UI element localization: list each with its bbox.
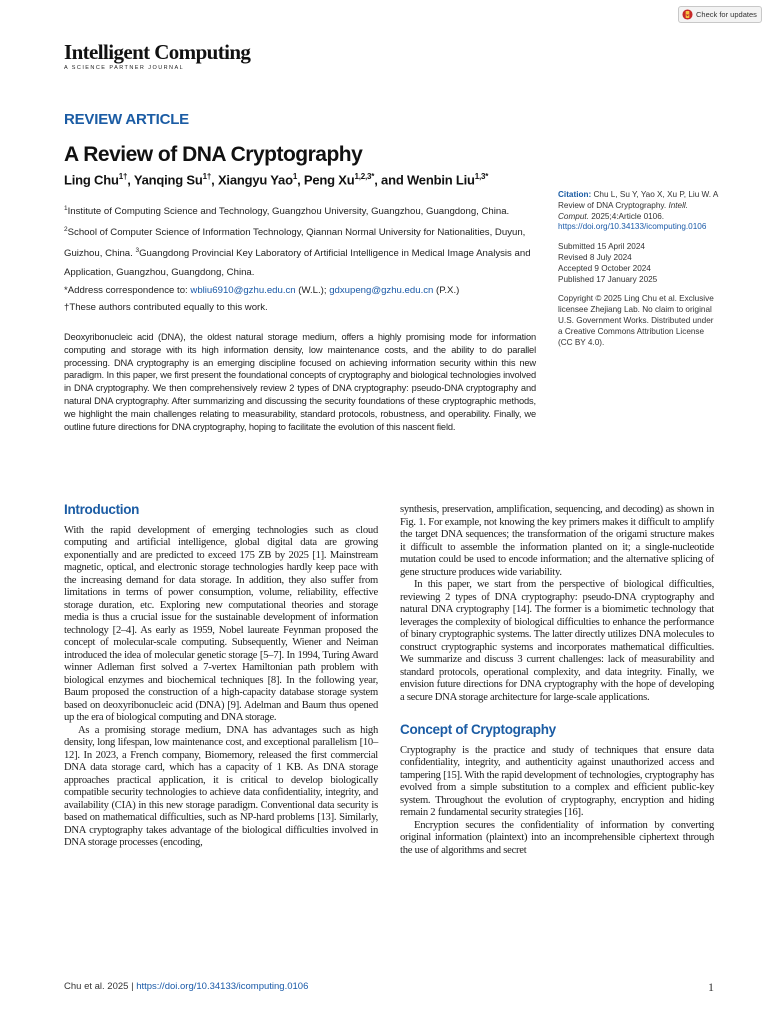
- paragraph: synthesis, preservation, amplification, sequencing, and decoding) as shown in Fig. 1. For example, not knowing the key primers makes it difficult to amplify the target DNA sequences; the transformation of the origami structure makes it difficult to assemble the information planted on it; a single-nucleotide mutation could be used to encode information; and the alternative splicing of gene structure produces wide variability.: [400, 504, 714, 578]
- author-list: [64, 172, 488, 187]
- check-for-updates-label: Check for updates: [696, 10, 757, 19]
- author-name: Peng Xu: [303, 172, 355, 188]
- affiliation-3-sup: 3: [135, 247, 140, 255]
- date-published: Published 17 January 2025: [558, 274, 658, 284]
- author-name: Wenbin Liu: [406, 172, 475, 188]
- journal-name: Intelligent Computing: [64, 40, 251, 64]
- author-separator: ,: [127, 172, 134, 188]
- author-separator: , and: [374, 172, 407, 188]
- correspondence: [64, 282, 544, 316]
- affiliation-2-sup: 2: [64, 226, 68, 234]
- article-type: REVIEW ARTICLE: [64, 111, 189, 128]
- article-info-sidebar: [558, 190, 718, 357]
- journal-logo: [64, 42, 250, 71]
- journal-tagline: A SCIENCE PARTNER JOURNAL: [64, 65, 185, 71]
- author-separator: ,: [297, 172, 304, 188]
- affiliations: [64, 200, 544, 282]
- author-name: Ling Chu: [64, 172, 119, 188]
- paragraph: Cryptography is the practice and study of techniques that ensure data confidentiality, integrity, and authenticity against unauthorized access and tampering [15]. With the rapid development of technologies, cryptography has evolved from a simple substitution to a complex and efficient public-key system. Throughout the evolution of cryptography, encryption and hiding remain 2 fundamental security strategies [16].: [400, 744, 714, 818]
- copyright-block: [558, 294, 718, 348]
- citation-block: [558, 190, 718, 233]
- section-heading-concept-of-cryptography: Concept of Cryptography: [400, 722, 556, 737]
- citation-doi-link[interactable]: https://doi.org/10.34133/icomputing.0106: [558, 222, 707, 232]
- author-affiliation-sup: 1†: [202, 172, 212, 181]
- correspondence-wl: (W.L.);: [295, 285, 330, 296]
- body-column-left: [64, 504, 378, 850]
- author-separator: ,: [211, 172, 218, 188]
- citation-volume: 2025;4:Article 0106.: [591, 211, 665, 221]
- affiliation-1: Institute of Computing Science and Technology, Guangzhou University, Guangzhou, Guangdong, China.: [67, 206, 510, 218]
- author-name: Yanqing Su: [133, 172, 203, 188]
- affiliation-2: School of Computer Science of Information Technology, Qiannan Normal University for Nationalities, Duyun, Guizhou, China.: [64, 227, 526, 260]
- copyright-text: Copyright © 2025 Ling Chu et al. Exclusive licensee Zhejiang Lab. No claim to original U.S. Government Works. Distributed under a Creative Commons Attribution License (CC BY 4.0).: [558, 294, 714, 347]
- page-footer: [64, 981, 714, 992]
- equal-contribution-note: †These authors contributed equally to this work.: [64, 302, 268, 313]
- date-accepted: Accepted 9 October 2024: [558, 263, 651, 273]
- paragraph: Encryption secures the confidentiality of information by converting original information (plaintext) into an incomprehensible ciphertext through the use of algorithms and secret: [400, 819, 714, 856]
- section-heading-introduction: Introduction: [64, 502, 140, 517]
- author-affiliation-sup: 1,3*: [474, 172, 489, 181]
- article-title: A Review of DNA Cryptography: [64, 143, 363, 166]
- paragraph: As a promising storage medium, DNA has advantages such as high density, long lifespan, low maintenance cost, and exceptional parallelism [10–12]. In 2023, a French company, Biomemory, released the first commercial DNA data storage card, which has a capacity of 1 KB. As DNA storage approaches practical application, it is critical to develop biologically compatible security technologies to achieve data confidentiality, integrity, and availability (CIA) in this new storage paradigm. Conventional data security is based on mathematical difficulties, such as NP-hard problems [13]. Similarly, DNA cryptography takes advantage of the biological difficulties involved in DNA storage processes (encoding,: [64, 724, 378, 848]
- author-affiliation-sup: 1: [292, 172, 298, 181]
- date-revised: Revised 8 July 2024: [558, 252, 632, 262]
- footer-citation: Chu et al. 2025 |: [64, 981, 137, 992]
- affiliation-3: Guangdong Provincial Key Laboratory of Artificial Intelligence in Medical Image Analysis and Application, Guangzhou, Guangdong, China.: [64, 248, 531, 278]
- paragraph: With the rapid development of emerging technologies such as cloud computing and artificial intelligence, global digital data are growing exponentially and are predicted to exceed 175 ZB by 2025 [1]. Mainstream magnetic, optical, and electronic storage technologies hardly keep pace with the increasing demand for data storage. In addition, they also suffer from limitations in terms of power consumption, volume, reliability, effective storage duration, etc. Exploring new computational theories and storage media is thus a crucial issue for the sustainable development of information technology [2–4]. As early as 1959, Nobel laureate Feynman proposed the concept of molecular-scale computing. Subsequently, Wiener and Neiman introduced the idea of molecular genetic storage [5–7]. In 1994, Turing Award winner Adleman first solved a 7-vertex Hamiltonian path problem with biological enzymes and biochemical techniques [8]. In the following year, Baum proposed the construction of a high-capacity database storage system based on deoxyribonucleic acid (DNA) [9]. Adelman and Baum thus opened up the era of biological computing and DNA storage.: [64, 524, 378, 723]
- page-number: 1: [708, 980, 714, 994]
- author-affiliation-sup: 1†: [118, 172, 128, 181]
- email-link-px[interactable]: gdxupeng@gzhu.edu.cn: [329, 285, 434, 296]
- footer-doi-link[interactable]: https://doi.org/10.34133/icomputing.0106: [136, 981, 309, 992]
- affiliation-1-2: [64, 200, 544, 221]
- email-link-wl[interactable]: wbliu6910@gzhu.edu.cn: [190, 285, 296, 296]
- author-affiliation-sup: 1,2,3*: [354, 172, 375, 181]
- body-column-right: [400, 504, 714, 857]
- citation-label: Citation:: [558, 190, 592, 199]
- correspondence-line: [64, 282, 544, 299]
- citation-journal: Intell. Comput.: [558, 200, 689, 221]
- date-submitted: Submitted 15 April 2024: [558, 242, 645, 252]
- correspondence-px: (P.X.): [433, 285, 460, 296]
- check-for-updates-button[interactable]: [678, 6, 762, 23]
- citation-text: Chu L, Su Y, Yao X, Xu P, Liu W. A Review of DNA Cryptography.: [558, 190, 718, 210]
- affiliation-2-3: [64, 221, 544, 281]
- dates-block: [558, 242, 718, 285]
- paragraph: In this paper, we start from the perspective of biological difficulties, reviewing 2 types of DNA cryptography: pseudo-DNA cryptography and natural DNA cryptography [14]. The former is a biomimetic technology that leverages the complexity of biological difficulties to enhance the performance of binary cryptographic systems. The latter directly utilizes DNA molecules to construct cryptographic systems and incorporates mathematical difficulties. We summarize and discuss 3 current challenges: lack of measurability and standard protocols, operational complexity, and data integrity. Finally, we envision future directions for DNA cryptography with the hope of developing a secure DNA storage architecture for large-scale applications.: [400, 579, 714, 703]
- author-name: Xiangyu Yao: [217, 172, 293, 188]
- crossmark-icon: [682, 9, 693, 20]
- affiliation-1-sup: 1: [64, 205, 68, 212]
- abstract: Deoxyribonucleic acid (DNA), the oldest natural storage medium, offers a highly promising mode for information computing and storage with its high information density, low maintenance costs, and the ability to do parallel processing. DNA cryptography is an emerging discipline focused on achieving information security within this new paradigm. In this paper, we first present the foundational concepts of cryptography and biological technologies involved in DNA cryptography. We then comprehensively review 2 types of DNA cryptography: pseudo-DNA cryptography and natural DNA cryptography. After summarizing and discussing the security foundations of these cryptographic methods, we highlight the main challenges relating to measurability, standard protocols, robustness, and operability. Finally, we outline future directions for DNA cryptography, hoping to facilitate the evolution of this nascent field.: [64, 332, 536, 432]
- correspondence-prefix: *Address correspondence to:: [64, 285, 191, 296]
